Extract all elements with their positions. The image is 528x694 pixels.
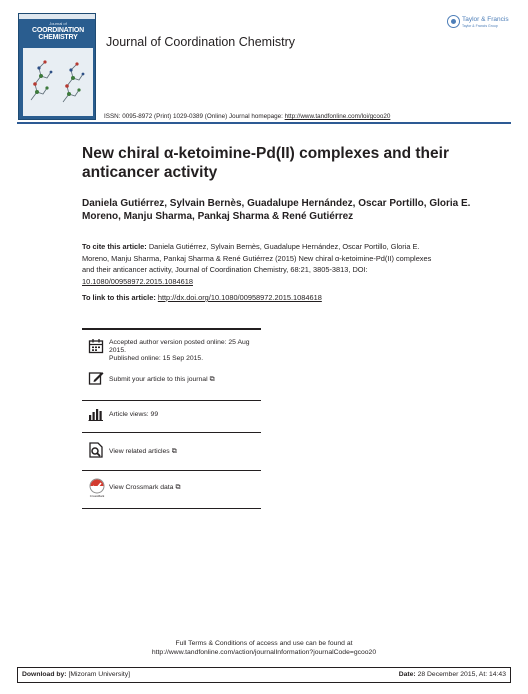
info-divider — [82, 432, 261, 433]
cover-title-line1: COORDINATION — [32, 27, 84, 34]
cover-molecule-art — [23, 48, 93, 116]
published-date: Published online: 15 Sep 2015. — [109, 355, 204, 362]
download-value: [Mizoram University] — [66, 671, 131, 678]
date-label: Date: — [398, 671, 416, 678]
publisher-subname: Taylor & Francis Group — [462, 24, 498, 28]
article-title: New chiral α-ketoimine-Pd(II) complexes and their anticancer activity — [82, 145, 449, 181]
info-divider — [82, 400, 261, 401]
crossmark-logo-text: CrossMark — [89, 494, 105, 498]
external-link-icon: ⧉ — [171, 448, 177, 455]
calendar-icon — [88, 338, 104, 354]
external-link-icon: ⧉ — [175, 484, 181, 491]
info-divider — [82, 508, 261, 509]
download-by — [22, 671, 130, 678]
crossmark-link[interactable] — [109, 484, 180, 492]
journal-homepage-link[interactable]: http://www.tandfonline.com/loi/gcoo20 — [284, 113, 391, 120]
download-date — [399, 671, 506, 678]
publisher-logo — [447, 14, 513, 34]
cover-title — [21, 27, 95, 41]
views-row — [82, 402, 261, 434]
submit-link[interactable] — [109, 376, 215, 384]
publisher-name: Taylor & Francis — [462, 16, 509, 23]
citation-block — [82, 241, 434, 287]
journal-cover-image — [18, 13, 96, 120]
crossmark-label: View Crossmark data — [109, 484, 174, 491]
citation-label: To cite this article: — [82, 242, 147, 251]
submit-label: Submit your article to this journal — [109, 376, 208, 383]
download-label: Download by: — [22, 671, 67, 678]
cover-title-line2: CHEMISTRY — [38, 34, 78, 41]
accepted-date: Accepted author version posted online: 25 Aug 2015. — [109, 339, 250, 354]
cover-band — [19, 14, 95, 19]
related-articles-link[interactable] — [109, 448, 177, 456]
date-value: 28 December 2015, At: 14:43 — [415, 671, 506, 678]
cover-small-text: Journal of — [49, 21, 67, 26]
bar-chart-icon — [88, 406, 104, 422]
submit-row[interactable] — [82, 368, 261, 400]
article-link-block — [82, 293, 462, 302]
edit-icon — [88, 370, 104, 386]
dates-text — [109, 339, 259, 363]
terms-footer — [0, 640, 528, 657]
info-top-rule — [82, 328, 261, 330]
external-link-icon: ⧉ — [209, 376, 215, 383]
citation-doi-link[interactable]: 10.1080/00958972.2015.1084618 — [82, 276, 193, 286]
crossmark-icon — [88, 478, 106, 498]
citation-text: Daniela Gutiérrez, Sylvain Bernès, Guadalupe Hernández, Oscar Portillo, Gloria E. Moreno, Manju Sharma, Pankaj Sharma & René Gutiérrez (2015) New chiral α-ketoimine-Pd(II) complexes and their anticancer activity, Journal of Coordination Chemistry, 68:21, 3805-3813, DOI: — [82, 242, 432, 274]
article-link-label: To link to this article: — [82, 293, 158, 302]
terms-line1: Full Terms & Conditions of access and use can be found at — [175, 640, 353, 647]
crossmark-row[interactable] — [82, 472, 261, 508]
issn-text: ISSN: 0095-8972 (Print) 1029-0389 (Online) Journal homepage: — [104, 113, 285, 120]
download-info-bar — [17, 667, 511, 683]
article-authors: Daniela Gutiérrez, Sylvain Bernès, Guadalupe Hernández, Oscar Portillo, Gloria E. Moreno, Manju Sharma, Pankaj Sharma & René Gutiérrez — [82, 198, 471, 222]
terms-url[interactable]: http://www.tandfonline.com/action/journalInformation?journalCode=gcoo20 — [151, 648, 377, 656]
article-doi-url-link[interactable]: http://dx.doi.org/10.1080/00958972.2015.1084618 — [157, 293, 322, 302]
header-divider — [17, 122, 511, 124]
search-document-icon — [88, 442, 104, 458]
journal-title: Journal of Coordination Chemistry — [106, 35, 295, 49]
related-label: View related articles — [109, 448, 170, 455]
article-views: Article views: 99 — [109, 411, 159, 418]
publisher-logo-icon — [447, 15, 460, 28]
related-row[interactable] — [82, 436, 261, 470]
info-divider — [82, 470, 261, 471]
issn-line — [104, 113, 390, 120]
